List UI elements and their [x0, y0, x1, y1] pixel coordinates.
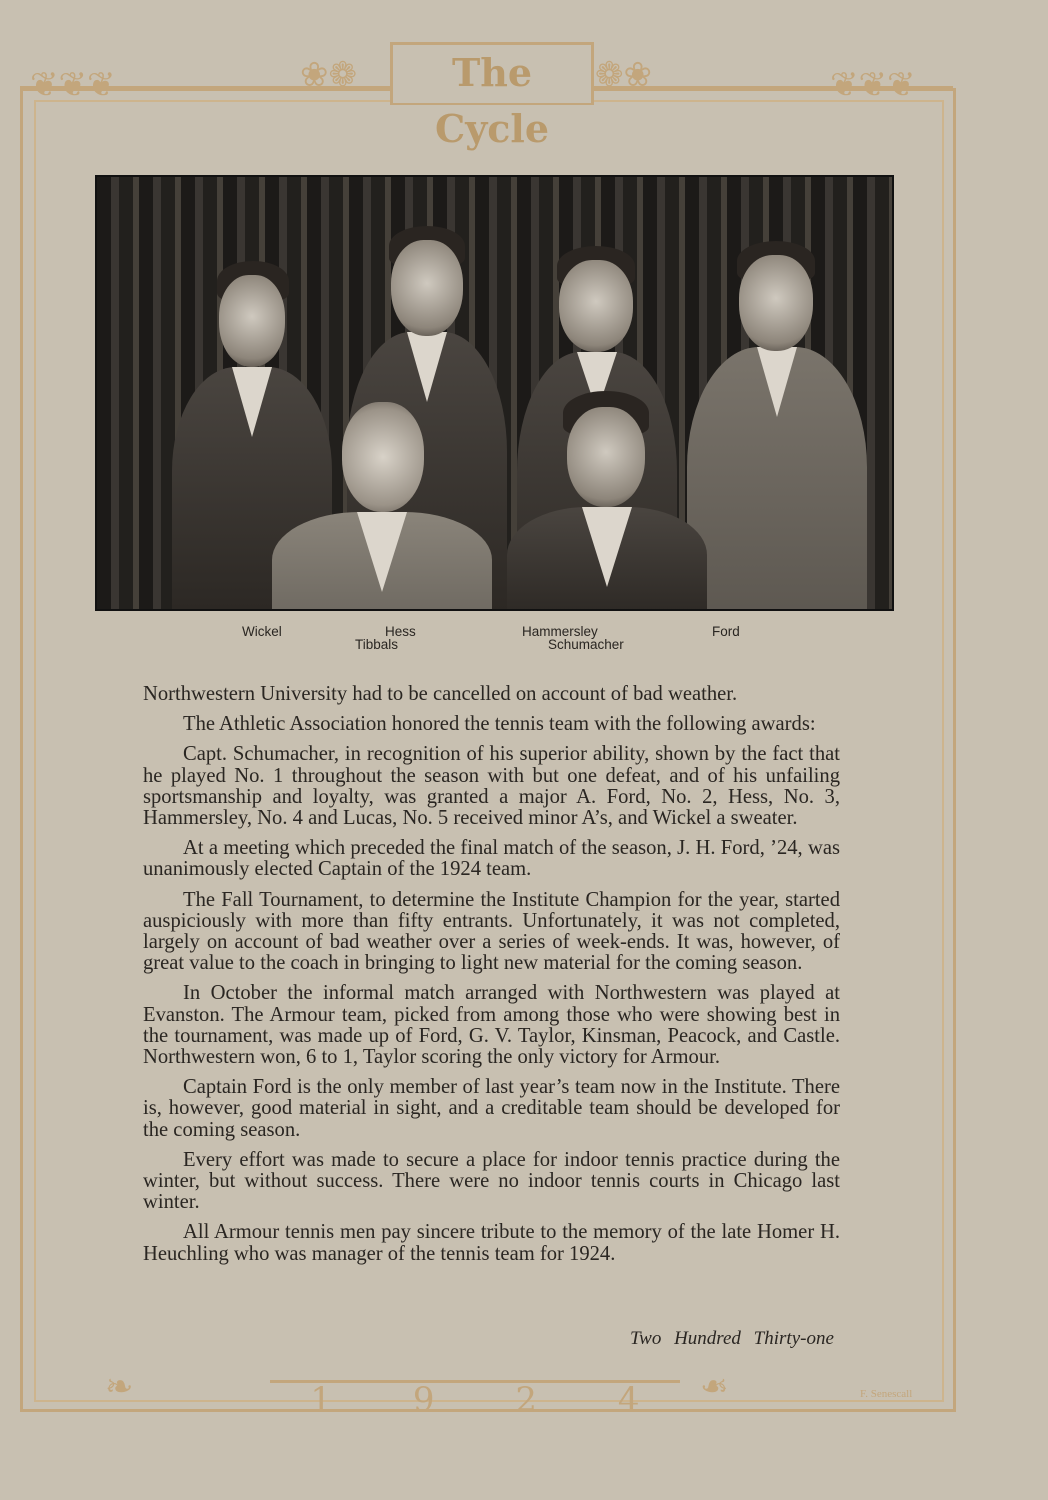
paragraph: All Armour tennis men pay sincere tribute to the memory of the late Homer H. Heuchling who was manager of the tennis team for 1924. — [143, 1221, 840, 1265]
paragraph: Capt. Schumacher, in recognition of his superior ability, shown by the fact that he played No. 1 throughout the season with but one defeat, and of his unfailing sportsmanship and loyalty, was granted a major A. Ford, No. 2, Hess, No. 3, Hammersley, No. 4 and Lucas, No. 5 received minor A’s, and Wickel a sweater. — [143, 743, 840, 830]
artist-signature: F. Senescall — [860, 1388, 913, 1400]
paragraph: Northwestern University had to be cancelled on account of bad weather. — [143, 683, 738, 705]
caption-hammersley: Hammersley — [522, 624, 598, 639]
paragraph: The Athletic Association honored the tennis team with the following awards: — [183, 713, 816, 736]
caption-ford: Ford — [712, 624, 740, 639]
rose-ornament-left: ❀❁ — [300, 57, 357, 94]
caption-schumacher: Schumacher — [548, 637, 624, 652]
paragraph: In October the informal match arranged with Northwestern was played at Evanston. The Armour team, picked from among those who were showing best in the tournament, was made up of Ford, G. V. Taylor, Kinsman, Peacock, and Castle. Northwestern won, 6 to 1, Taylor scoring the only victory for Armour. — [143, 982, 840, 1069]
footer-year — [270, 1380, 680, 1420]
year-digit: 4 — [617, 1380, 640, 1420]
paragraph: Captain Ford is the only member of last year’s team now in the Institute. There is, however, good material in sight, and a creditable team should be developed for the coming season. — [143, 1076, 840, 1141]
article-body — [143, 684, 840, 1274]
rose-ornament-right: ❁❀ — [595, 57, 652, 94]
scroll-ornament-right: ❦❦❦ — [830, 67, 916, 104]
header-title: The Cycle — [390, 42, 594, 105]
year-digit: 1 — [310, 1380, 333, 1420]
paragraph: The Fall Tournament, to determine the Institute Champion for the year, started auspiciously with more than fifty entrants. Unfortunately, it was not completed, largely on account of bad weather over a series of week-ends. It was, however, of great value to the coach in bringing to light new material for the coming season. — [143, 888, 840, 975]
page-number: Two Hundred Thirty-one — [630, 1328, 834, 1349]
team-photo — [95, 175, 894, 611]
year-digit: 9 — [412, 1380, 435, 1420]
caption-wickel: Wickel — [242, 624, 282, 639]
scroll-ornament-left: ❦❦❦ — [30, 67, 116, 104]
paragraph: Every effort was made to secure a place for indoor tennis practice during the winter, but without success. There were no indoor tennis courts in Chicago last winter. — [143, 1148, 840, 1214]
leaf-ornament-right: ❧ — [700, 1369, 729, 1406]
paragraph: At a meeting which preceded the final match of the season, J. H. Ford, ’24, was unanimously elected Captain of the 1924 team. — [143, 837, 840, 881]
caption-hess: Hess — [385, 624, 416, 639]
caption-tibbals: Tibbals — [355, 637, 399, 652]
leaf-ornament-left: ❧ — [105, 1369, 134, 1406]
year-digit: 2 — [515, 1380, 538, 1420]
